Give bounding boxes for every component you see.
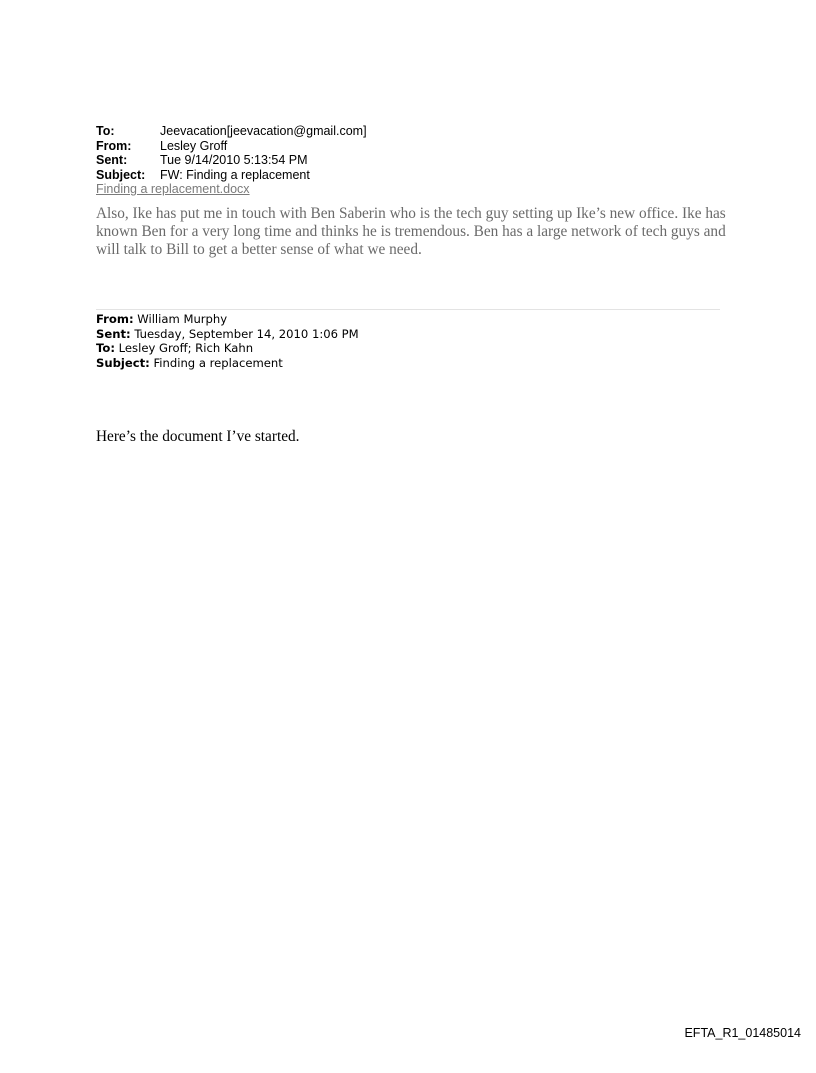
from-value: Lesley Groff — [160, 138, 228, 153]
subject-value: FW: Finding a replacement — [160, 167, 310, 182]
sent-label: Sent: — [96, 153, 128, 167]
subject-label: Subject: — [96, 167, 146, 182]
attachment-link[interactable]: Finding a replacement.docx — [96, 182, 250, 196]
sent-value: Tue 9/14/2010 5:13:54 PM — [160, 153, 308, 167]
from-label: From: — [96, 138, 132, 153]
original-body-text: Here’s the document I’ve started. — [96, 428, 300, 445]
original-subject-label: Subject: — [96, 355, 150, 370]
to-label: To: — [96, 124, 115, 138]
sent-row — [96, 153, 367, 168]
original-email-header — [96, 312, 359, 370]
original-subject-row — [96, 356, 359, 371]
original-to-value: Lesley Groff; Rich Kahn — [118, 341, 254, 355]
from-row — [96, 139, 367, 154]
original-sent-row — [96, 327, 359, 342]
to-value: Jeevacation[jeevacation@gmail.com] — [160, 124, 367, 138]
to-row — [96, 124, 367, 139]
original-from-value: William Murphy — [137, 312, 228, 326]
original-from-row — [96, 312, 359, 327]
subject-row — [96, 168, 367, 183]
document-id-footer: EFTA_R1_01485014 — [684, 1026, 801, 1040]
original-from-label: From: — [96, 312, 134, 326]
original-sent-label: Sent: — [96, 326, 131, 341]
message-divider — [96, 309, 720, 310]
forward-email-header — [96, 124, 367, 197]
original-to-row — [96, 341, 359, 356]
original-to-label: To: — [96, 341, 115, 355]
forward-body-text: Also, Ike has put me in touch with Ben Saberin who is the tech guy setting up Ike’s new office. Ike has known Ben for a very long time and thinks he is tremendous. Ben has a large network of tech guys and will talk to Bill to get a better sense of what we need. — [96, 205, 726, 258]
original-sent-value: Tuesday, September 14, 2010 1:06 PM — [134, 326, 359, 341]
original-subject-value: Finding a replacement — [153, 355, 283, 370]
